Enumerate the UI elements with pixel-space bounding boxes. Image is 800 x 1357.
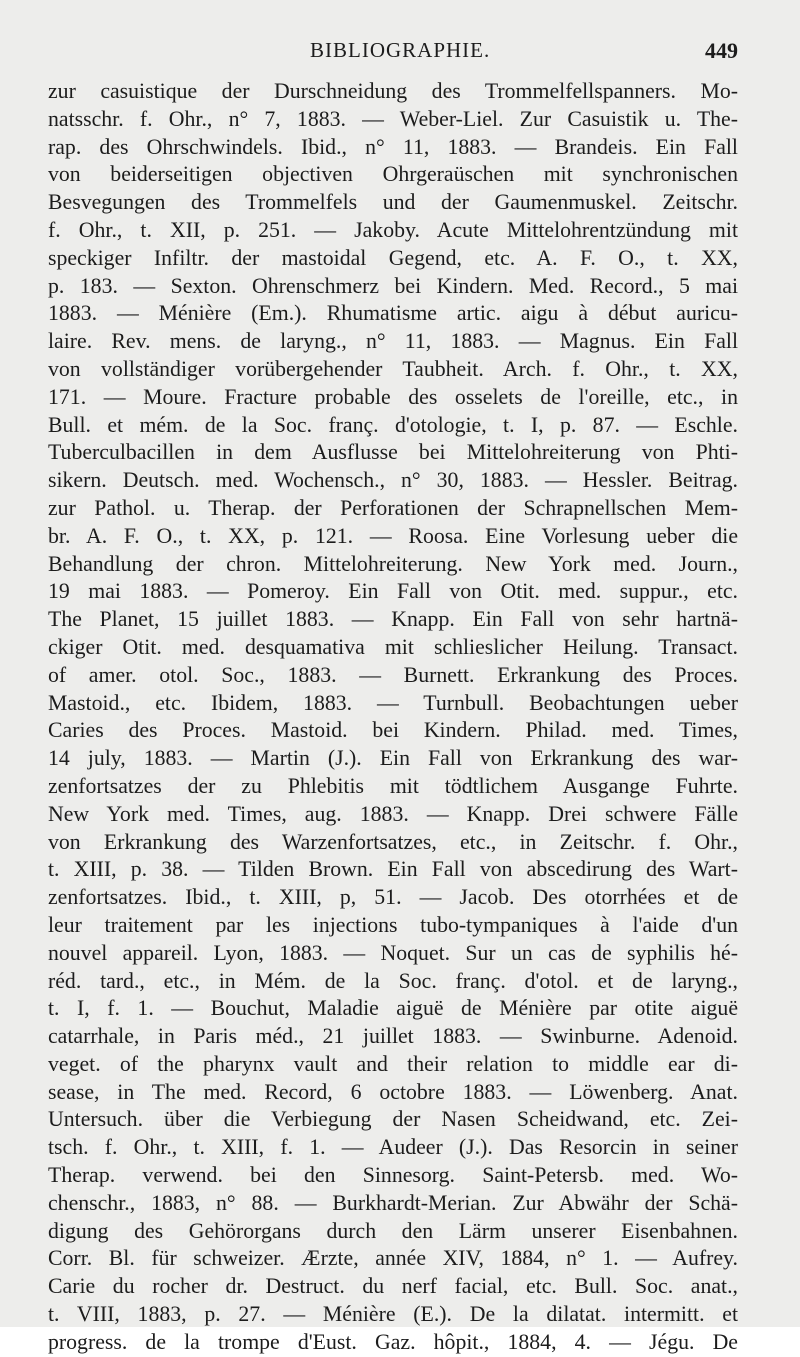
text-line: 171. — Moure. Fracture probable des osselets de l'oreille, etc., in: [48, 384, 738, 409]
text-line: Caries des Proces. Mastoid. bei Kindern. Philad. med. Times,: [48, 718, 738, 743]
text-line: 1883. — Ménière (Em.). Rhumatisme artic. aigu à début auricu-: [48, 301, 738, 326]
text-line: t. I, f. 1. — Bouchut, Maladie aiguë de Ménière par otite aiguë: [48, 996, 738, 1021]
text-line: progress. de la trompe d'Eust. Gaz. hôpit., 1884, 4. — Jégu. De: [48, 1329, 738, 1354]
text-line: 19 mai 1883. — Pomeroy. Ein Fall von Otit. med. suppur., etc.: [48, 579, 738, 604]
text-line: zenfortsatzes. Ibid., t. XIII, p, 51. — Jacob. Des otorrhées et de: [48, 885, 738, 910]
text-line: laire. Rev. mens. de laryng., n° 11, 1883. — Magnus. Ein Fall: [48, 329, 738, 354]
text-line: zur casuistique der Durschneidung des Trommelfellspanners. Mo-: [48, 79, 738, 103]
text-line: speckiger Infiltr. der mastoidal Gegend, etc. A. F. O., t. XX,: [48, 245, 738, 270]
text-line: 14 july, 1883. — Martin (J.). Ein Fall von Erkrankung des war-: [48, 746, 738, 771]
text-line: zenfortsatzes der zu Phlebitis mit tödtlichem Ausgange Fuhrte.: [48, 773, 738, 798]
running-title: BIBLIOGRAPHIE.: [310, 38, 491, 62]
text-line: t. XIII, p. 38. — Tilden Brown. Ein Fall von abscedirung des Wart-: [48, 857, 738, 882]
text-line: p. 183. — Sexton. Ohrenschmerz bei Kindern. Med. Record., 5 mai: [48, 273, 738, 298]
text-line: veget. of the pharynx vault and their relation to middle ear di-: [48, 1051, 738, 1076]
text-line: ckiger Otit. med. desquamativa mit schlieslicher Heilung. Transact.: [48, 634, 738, 659]
text-line: sease, in The med. Record, 6 octobre 1883. — Löwenberg. Anat.: [48, 1079, 738, 1104]
text-line: f. Ohr., t. XII, p. 251. — Jakoby. Acute Mittelohrentzündung mit: [48, 217, 738, 242]
text-line: New York med. Times, aug. 1883. — Knapp. Drei schwere Fälle: [48, 801, 738, 826]
text-line: Behandlung der chron. Mittelohreiterung. New York med. Journ.,: [48, 551, 738, 576]
text-line: t. VIII, 1883, p. 27. — Ménière (E.). De la dilatat. intermitt. et: [48, 1302, 738, 1327]
text-line: réd. tard., etc., in Mém. de la Soc. franç. d'otol. et de laryng.,: [48, 968, 738, 993]
text-line: leur traitement par les injections tubo-tympaniques à l'aide d'un: [48, 912, 738, 937]
text-line: Corr. Bl. für schweizer. Ærzte, année XIV, 1884, n° 1. — Aufrey.: [48, 1246, 738, 1271]
text-line: chenschr., 1883, n° 88. — Burkhardt-Merian. Zur Abwähr der Schä-: [48, 1190, 738, 1215]
text-line: sikern. Deutsch. med. Wochensch., n° 30, 1883. — Hessler. Beitrag.: [48, 468, 738, 493]
running-header: [48, 36, 738, 72]
text-line: br. A. F. O., t. XX, p. 121. — Roosa. Eine Vorlesung ueber die: [48, 523, 738, 548]
text-line: nouvel appareil. Lyon, 1883. — Noquet. Sur un cas de syphilis hé-: [48, 940, 738, 965]
text-line: of amer. otol. Soc., 1883. — Burnett. Erkrankung des Proces.: [48, 662, 738, 687]
bibliography-text: [48, 78, 738, 1357]
text-line: zur Pathol. u. Therap. der Perforationen der Schrapnellschen Mem-: [48, 495, 738, 520]
text-line: Untersuch. über die Verbiegung der Nasen Scheidwand, etc. Zei-: [48, 1107, 738, 1132]
text-line: Mastoid., etc. Ibidem, 1883. — Turnbull. Beobachtungen ueber: [48, 690, 738, 715]
page-number: 449: [705, 38, 738, 63]
text-line: natsschr. f. Ohr., n° 7, 1883. — Weber-Liel. Zur Casuistik u. The-: [48, 106, 738, 131]
text-line: Therap. verwend. bei den Sinnesorg. Saint-Petersb. med. Wo-: [48, 1163, 738, 1188]
text-line: digung des Gehörorgans durch den Lärm unserer Eisenbahnen.: [48, 1218, 738, 1243]
text-line: Besvegungen des Trommelfels und der Gaumenmuskel. Zeitschr.: [48, 190, 738, 215]
text-line: von vollständiger vorübergehender Taubheit. Arch. f. Ohr., t. XX,: [48, 356, 738, 381]
text-line: Bull. et mém. de la Soc. franç. d'otologie, t. I, p. 87. — Eschle.: [48, 412, 738, 437]
text-line: von Erkrankung des Warzenfortsatzes, etc., in Zeitschr. f. Ohr.,: [48, 829, 738, 854]
text-line: von beiderseitigen objectiven Ohrgeraüschen mit synchronischen: [48, 162, 738, 187]
text-line: catarrhale, in Paris méd., 21 juillet 1883. — Swinburne. Adenoid.: [48, 1024, 738, 1049]
text-line: The Planet, 15 juillet 1883. — Knapp. Ein Fall von sehr hartnä-: [48, 607, 738, 632]
text-line: Carie du rocher dr. Destruct. du nerf facial, etc. Bull. Soc. anat.,: [48, 1274, 738, 1299]
text-line: rap. des Ohrschwindels. Ibid., n° 11, 1883. — Brandeis. Ein Fall: [48, 134, 738, 159]
text-line: tsch. f. Ohr., t. XIII, f. 1. — Audeer (J.). Das Resorcin in seiner: [48, 1135, 738, 1160]
text-line: Tuberculbacillen in dem Ausflusse bei Mittelohreiterung von Phti-: [48, 440, 738, 465]
